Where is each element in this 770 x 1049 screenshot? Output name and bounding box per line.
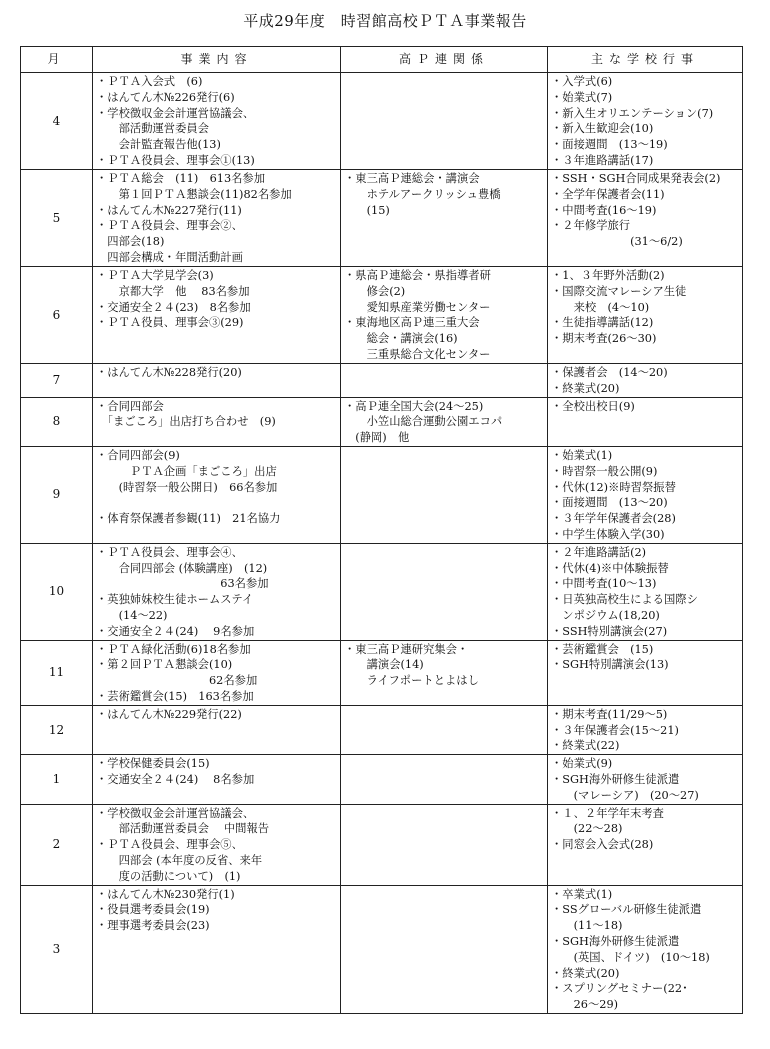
school-events-cell (548, 73, 743, 170)
cell-line: (22～28) (551, 822, 623, 836)
cell-line: ・面接週間 (13～19) (551, 138, 668, 152)
school-events-cell (548, 705, 743, 754)
cell-line: ・新入生オリエンテーション(7) (551, 106, 714, 120)
month-cell: 9 (21, 446, 93, 543)
cell-line: ・中間考査(16～19) (551, 203, 657, 217)
cell-line: ・代休(12)※時習祭振替 (551, 480, 676, 494)
cell-line: ・ＰＴＡ役員会、理事会②、 (96, 219, 243, 233)
pta-activities-cell (93, 804, 341, 885)
cell-line: ・入学式(6) (551, 75, 613, 88)
cell-line: ・１、２年学年末考査 (551, 806, 664, 820)
cell-line: ・３年進路講話(17) (551, 153, 654, 167)
pta-activities-cell (93, 364, 341, 398)
cell-line: ・SSH特別講演会(27) (551, 624, 668, 638)
cell-line: ホテルアークリッシュ豊橋 (344, 187, 501, 201)
cell-line: 部活動運営委員会 (96, 122, 209, 136)
pta-activities-cell (93, 446, 341, 543)
cell-line: ・はんてん木№227発行(11) (96, 203, 242, 217)
high-school-pta-cell (341, 885, 548, 1013)
cell-line: ・SGH海外研修生徒派遣 (551, 934, 680, 948)
cell-line: 部活動運営委員会 中間報告 (96, 822, 270, 836)
month-cell: 12 (21, 705, 93, 754)
pta-activities-cell (93, 885, 341, 1013)
cell-line: 26～29) (551, 998, 619, 1012)
cell-line: ・スプリングセミナー(22･ (551, 982, 688, 996)
cell-line: ・期末考査(11/29～5) (551, 707, 668, 721)
cell-line: ・中間考査(10～13) (551, 577, 657, 591)
cell-line: ・期末考査(26～30) (551, 332, 657, 346)
month-row (21, 170, 743, 267)
cell-line: ・全校出校日(9) (551, 399, 635, 413)
school-events-cell (548, 397, 743, 446)
cell-line: 小笠山総合運動公園エコパ (344, 415, 503, 429)
month-cell: 5 (21, 170, 93, 267)
cell-line: 第１回ＰＴＡ懇談会(11)82名参加 (96, 187, 292, 201)
cell-line: 62名参加 (96, 674, 258, 688)
cell-line: ・はんてん木№230発行(1) (96, 887, 235, 901)
cell-line: ・役員選考委員会(19) (96, 903, 210, 917)
month-row (21, 804, 743, 885)
cell-line: ・始業式(9) (551, 757, 613, 771)
cell-line: ・合同四部会 (96, 399, 164, 413)
cell-line: ・始業式(1) (551, 448, 613, 462)
pta-activities-cell (93, 640, 341, 705)
school-events-cell (548, 885, 743, 1013)
cell-line: (15) (344, 203, 390, 217)
cell-line: 合同四部会 (体験講座) (12) (96, 561, 268, 575)
cell-line: ・３年学年保護者会(28) (551, 512, 676, 526)
cell-line: (マレーシア) (20～27) (551, 788, 699, 802)
high-school-pta-cell (341, 755, 548, 804)
cell-line: ・SGH特別講演会(13) (551, 658, 669, 672)
cell-line: ・第２回ＰＴＡ懇談会(10) (96, 658, 233, 672)
school-events-cell (548, 543, 743, 640)
cell-line: 修会(2) (344, 284, 406, 298)
high-school-pta-cell (341, 170, 548, 267)
cell-line: ・生徒指導講話(12) (551, 316, 654, 330)
cell-line: ・芸術鑑賞会(15) 163名参加 (96, 689, 254, 703)
month-row (21, 755, 743, 804)
cell-line: ・SSグローバル研修生徒派遣 (551, 903, 702, 917)
cell-line: 来校 (4～10) (551, 300, 650, 314)
school-events-cell (548, 804, 743, 885)
pta-activities-cell (93, 73, 341, 170)
cell-line: ・日英独高校生による国際シ (551, 593, 698, 607)
report-body (21, 73, 743, 1014)
cell-line: ・ＰＴＡ役員会、理事会⑤、 (96, 838, 243, 852)
month-row (21, 73, 743, 170)
high-school-pta-cell (341, 397, 548, 446)
cell-line: ・1、３年野外活動(2) (551, 269, 665, 282)
header-row (21, 47, 743, 73)
cell-line: ・交通安全２４(23) 8名参加 (96, 300, 251, 314)
month-cell: 3 (21, 885, 93, 1013)
pta-activities-cell (93, 397, 341, 446)
cell-line: ライフポートとよはし (344, 674, 479, 688)
header-month: 月 (21, 47, 93, 73)
pta-activities-cell (93, 543, 341, 640)
cell-line: ・交通安全２４(24) 8名参加 (96, 772, 255, 786)
cell-line: 四部会 (本年度の反省、来年 (96, 853, 263, 867)
month-row (21, 705, 743, 754)
cell-line: ・東三高Ｐ連研究集会・ (344, 642, 469, 656)
cell-line: ・合同四部会(9) (96, 448, 180, 462)
cell-line: 会計監査報告他(13) (96, 138, 221, 152)
cell-line: (31～6/2) (551, 235, 683, 249)
cell-line: ・面接週間 (13～20) (551, 496, 668, 510)
school-events-cell (548, 267, 743, 364)
month-row (21, 543, 743, 640)
cell-line: ・はんてん木№229発行(22) (96, 707, 242, 721)
cell-line: ・東三高Ｐ連総会・講演会 (344, 172, 480, 185)
high-school-pta-cell (341, 267, 548, 364)
cell-line: 講演会(14) (344, 658, 424, 672)
cell-line: 総会・講演会(16) (344, 332, 458, 346)
cell-line: ・２年進路講話(2) (551, 545, 647, 559)
cell-line: (静岡) 他 (344, 431, 410, 445)
month-row (21, 640, 743, 705)
cell-line: ・はんてん木№228発行(20) (96, 366, 242, 379)
cell-line: ・SSH・SGH合同成果発表会(2) (551, 172, 721, 185)
cell-line: ・県高Ｐ連総会・県指導者研 (344, 269, 491, 282)
cell-line: ・理事選考委員会(23) (96, 919, 210, 933)
high-school-pta-cell (341, 804, 548, 885)
cell-line: ・体育祭保護者参観(11) 21名協力 (96, 512, 281, 526)
cell-line: ・ＰＴＡ緑化活動(6)18名参加 (96, 642, 251, 656)
header-school-events: 主な学校行事 (548, 47, 743, 73)
cell-line: ・ＰＴＡ総会 (11) 613名参加 (96, 172, 266, 185)
cell-line: ・東海地区高Ｐ連三重大会 (344, 316, 480, 330)
school-events-cell (548, 170, 743, 267)
high-school-pta-cell (341, 364, 548, 398)
month-cell: 1 (21, 755, 93, 804)
cell-line: ・代休(4)※中体験振替 (551, 561, 669, 575)
cell-line: ・中学生体験入学(30) (551, 527, 665, 541)
month-cell: 8 (21, 397, 93, 446)
cell-line: ・新入生歓迎会(10) (551, 122, 654, 136)
cell-line: ＰＴＡ企画「まごころ」出店 (96, 464, 277, 478)
report-title: 平成29年度 時習館高校ＰＴＡ事業報告 (243, 12, 527, 30)
report-table (20, 46, 743, 1014)
cell-line: ・終業式(20) (551, 381, 620, 395)
month-cell: 6 (21, 267, 93, 364)
school-events-cell (548, 640, 743, 705)
cell-line: ・ＰＴＡ役員、理事会③(29) (96, 316, 244, 330)
month-cell: 11 (21, 640, 93, 705)
cell-line: ・２年修学旅行 (551, 219, 631, 233)
cell-line: 四部会構成・年間活動計画 (96, 250, 243, 264)
cell-line: (14～22) (96, 608, 168, 622)
cell-line: 京都大学 他 83名参加 (96, 284, 250, 298)
cell-line: ・ＰＴＡ入会式 (6) (96, 75, 203, 88)
school-events-cell (548, 755, 743, 804)
cell-line: ・学校保健委員会(15) (96, 757, 210, 771)
cell-line: ・国際交流マレーシア生徒 (551, 284, 687, 298)
cell-line: ・時習祭一般公開(9) (551, 464, 658, 478)
cell-line: ・学校徴収金会計運営協議会、 (96, 806, 255, 820)
cell-line: ・学校徴収金会計運営協議会、 (96, 106, 255, 120)
high-school-pta-cell (341, 446, 548, 543)
cell-line: ・３年保護者会(15～21) (551, 723, 679, 737)
cell-line: ンポジウム(18,20) (551, 608, 660, 622)
cell-line: ・保護者会 (14～20) (551, 366, 668, 379)
month-cell: 7 (21, 364, 93, 398)
cell-line: 愛知県産業労働センター (344, 300, 491, 314)
pta-activities-cell (93, 267, 341, 364)
high-school-pta-cell (341, 640, 548, 705)
header-pta-activities: 事業内容 (93, 47, 341, 73)
cell-line: (時習祭一般公開日) 66名参加 (96, 480, 278, 494)
header-high-school-pta: 高Ｐ連関係 (341, 47, 548, 73)
month-cell: 10 (21, 543, 93, 640)
cell-line: 63名参加 (96, 577, 269, 591)
month-row (21, 364, 743, 398)
cell-line: ・交通安全２４(24) 9名参加 (96, 624, 255, 638)
cell-line: ・SGH海外研修生徒派遣 (551, 772, 680, 786)
cell-line: ・終業式(20) (551, 966, 620, 980)
school-events-cell (548, 446, 743, 543)
school-events-cell (548, 364, 743, 398)
cell-line: (英国、ドイツ) (10～18) (551, 950, 710, 964)
cell-line: ・高Ｐ連全国大会(24～25) (344, 399, 484, 413)
cell-line: (11～18) (551, 919, 623, 933)
cell-line: ・芸術鑑賞会 (15) (551, 642, 654, 656)
cell-line: ・終業式(22) (551, 739, 620, 753)
cell-line: ・全学年保護者会(11) (551, 187, 665, 201)
pta-activities-cell (93, 705, 341, 754)
cell-line: ・同窓会入会式(28) (551, 838, 654, 852)
cell-line: 「まごころ」出店打ち合わせ (9) (96, 415, 276, 429)
cell-line: ・ＰＴＡ役員会、理事会①(13) (96, 153, 255, 167)
cell-line: ・はんてん木№226発行(6) (96, 90, 235, 104)
cell-line: ・卒業式(1) (551, 887, 613, 901)
cell-line: 度の活動について) (1) (96, 869, 241, 883)
pta-activities-cell (93, 755, 341, 804)
cell-line: ・始業式(7) (551, 90, 613, 104)
cell-line: ・ＰＴＡ大学見学会(3) (96, 269, 214, 282)
month-cell: 4 (21, 73, 93, 170)
cell-line: 三重県総合文化センター (344, 347, 491, 361)
month-row (21, 885, 743, 1013)
month-cell: 2 (21, 804, 93, 885)
month-row (21, 397, 743, 446)
high-school-pta-cell (341, 543, 548, 640)
high-school-pta-cell (341, 73, 548, 170)
month-row (21, 267, 743, 364)
cell-line: ・英独姉妹校生徒ホームステイ (96, 593, 254, 607)
pta-activities-cell (93, 170, 341, 267)
cell-line: 四部会(18) (96, 235, 165, 249)
cell-line (96, 495, 337, 511)
high-school-pta-cell (341, 705, 548, 754)
cell-line: ・ＰＴＡ役員会、理事会④、 (96, 545, 243, 559)
month-row (21, 446, 743, 543)
